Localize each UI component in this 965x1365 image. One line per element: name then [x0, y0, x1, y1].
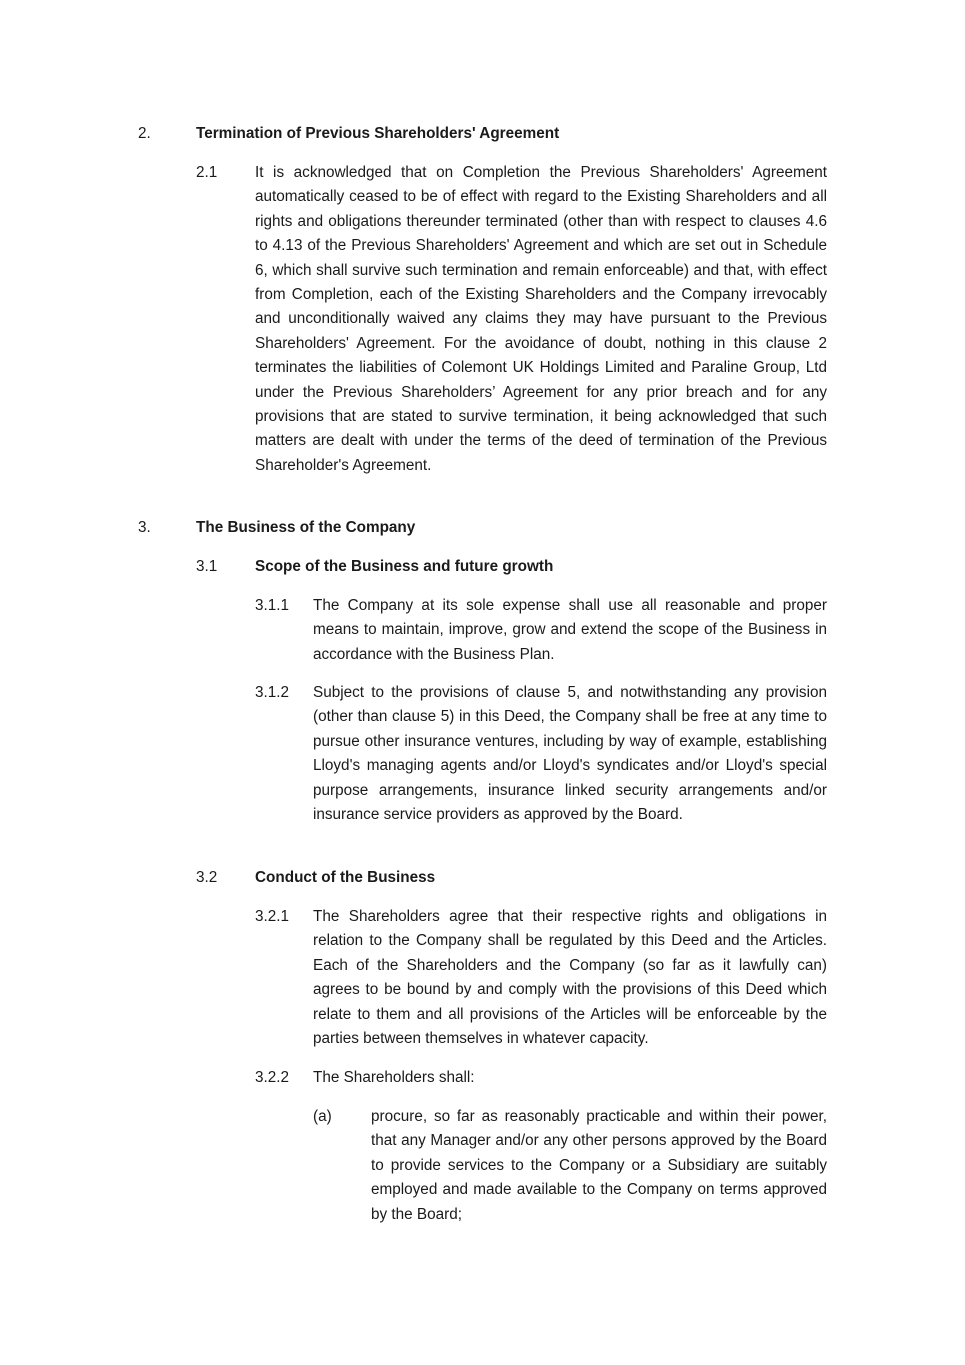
clause-number: 3.1	[196, 558, 218, 575]
clause-text: The Shareholders agree that their respective rights and obligations in relation to the Company shall be regulated by this Deed and the Articles. Each of the Shareholders and the Company (so far as it lawfully can) agrees to be bound by and comply with the provisions of this Deed which relate to them and all provisions of the Articles will be enforceable by the parties between themselves in whatever capacity.	[313, 908, 827, 1048]
clause-title: Conduct of the Business	[255, 869, 436, 886]
clause-number: 3.2	[196, 869, 218, 886]
clause-title: Scope of the Business and future growth	[255, 558, 554, 575]
clause-number: 3.1.2	[255, 684, 290, 701]
clause-text: The Shareholders shall:	[313, 1069, 475, 1086]
clause-number: 2.1	[196, 164, 218, 181]
clause-title: Termination of Previous Shareholders' Agreement	[196, 125, 560, 142]
clause-number: 3.2.2	[255, 1069, 290, 1086]
clause-number: (a)	[313, 1108, 332, 1125]
clause-text: It is acknowledged that on Completion the Previous Shareholders' Agreement automatically ceased to be of effect with regard to the Existing Shareholders and all rights and obligations thereunder terminated (other than with respect to clauses 4.6 to 4.13 of the Previous Shareholders' Agreement and which are set out in Schedule 6, which shall survive such termination and remain enforceable) and that, with effect from Completion, each of the Existing Shareholders and the Company irrevocably and unconditionally waived any claims they may have pursuant to the Previous Shareholders' Agreement. For the avoidance of doubt, nothing in this clause 2 terminates the liabilities of Colemont UK Holdings Limited and Paraline Group, Ltd under the Previous Shareholders’ Agreement for any prior breach and for any provisions that are stated to survive termination, it being acknowledged that such matters are dealt with under the terms of the deed of termination of the Previous Shareholder's Agreement.	[255, 164, 827, 474]
clause-text: procure, so far as reasonably practicable and within their power, that any Manager and/or any other persons approved by the Board to provide services to the Company or a Subsidiary are suitably employed and made available to the Company on terms approved by the Board;	[371, 1108, 827, 1223]
clause-text: The Company at its sole expense shall use all reasonable and proper means to maintain, improve, grow and extend the scope of the Business in accordance with the Business Plan.	[313, 597, 827, 663]
clause-number: 3.2.1	[255, 908, 290, 925]
clause-text: Subject to the provisions of clause 5, and notwithstanding any provision (other than clause 5) in this Deed, the Company shall be free at any time to pursue other insurance ventures, including by way of example, establishing Lloyd's managing agents and/or Lloyd's syndicates and/or Lloyd's special purpose arrangements, insurance linked security arrangements and/or insurance service providers as approved by the Board.	[313, 684, 827, 824]
clause-title: The Business of the Company	[196, 519, 416, 536]
clause-number: 2.	[138, 125, 151, 142]
clause-number: 3.1.1	[255, 597, 290, 614]
clause-number: 3.	[138, 519, 151, 536]
